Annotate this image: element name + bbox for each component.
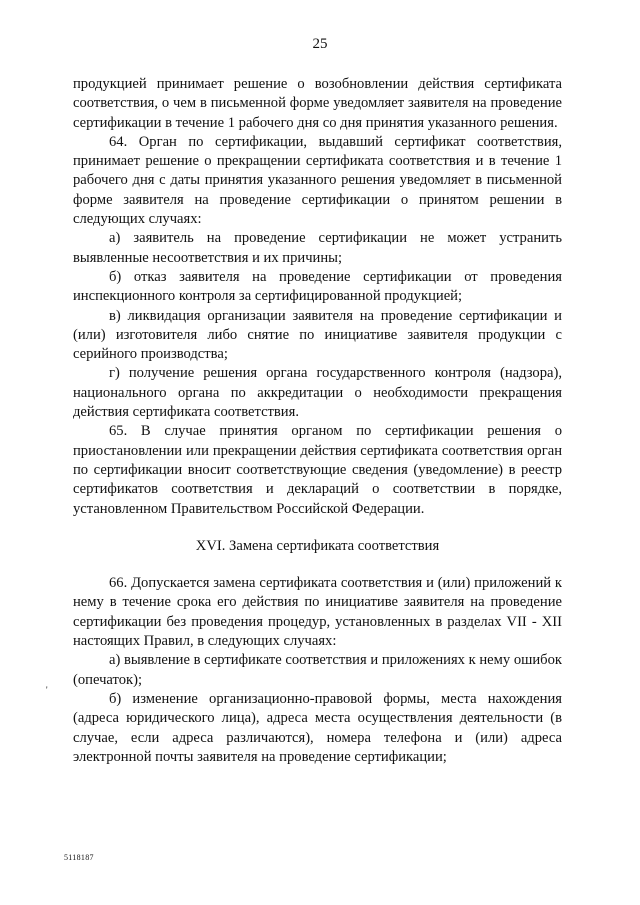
paragraph-65: 65. В случае принятия органом по сертификации решения о приостановлении или прекращении действия сертификата соответствия орган по сертификации вносит соответствующие сведения (уведомление) в реестр сертификатов соответствия и деклараций о соответствии в порядке, установленном Правительством Российской Федерации. — [73, 423, 562, 517]
page-number: 25 — [312, 36, 328, 52]
list-item-b-66: б) изменение организационно-правовой формы, места нахождения (адреса юридического лица), адреса места осуществления деятельности (в случае, если адреса различаются), номера телефона и (или) адреса электронной почты заявителя на проведение сертификации; — [73, 690, 562, 765]
list-item-b: б) отказ заявителя на проведение сертификации от проведения инспекционного контроля за сертифицированной продукцией; — [73, 268, 562, 305]
margin-mark: ' — [46, 685, 48, 695]
document-code: 5118187 — [64, 853, 94, 862]
paragraph-continuation: продукцией принимает решение о возобновлении действия сертификата соответствия, о чем в письменной форме уведомляет заявителя на проведение сертификации в течение 1 рабочего дня со дня принятия указанного решения. — [73, 76, 562, 131]
list-item-v: в) ликвидация организации заявителя на проведение сертификации и (или) изготовителя либо снятие по инициативе заявителя продукции с серийного производства; — [73, 307, 562, 363]
list-item-g: г) получение решения органа государственного контроля (надзора), национального органа по аккредитации о необходимости прекращения действия сертификата соответствия. — [73, 365, 562, 421]
paragraph-64: 64. Орган по сертификации, выдавший сертификат соответствия, принимает решение о прекращении сертификата соответствия и в течение 1 рабочего дня с даты принятия указанного решения уведомляет в письменной форме заявителя на проведение сертификации о принятом решении в следующих случаях: — [73, 133, 562, 228]
paragraph-66: 66. Допускается замена сертификата соответствия и (или) приложений к нему в течение срока его действия по инициативе заявителя на проведение сертификации без проведения процедур, установленных в разделах VII - XII настоящих Правил, в следующих случаях: — [73, 575, 562, 650]
list-item-a: а) заявитель на проведение сертификации не может устранить выявленные несоответствия и их причины; — [73, 230, 562, 266]
document-body — [73, 75, 562, 767]
list-item-a-66: а) выявление в сертификате соответствия и приложениях к нему ошибок (опечаток); — [73, 652, 562, 688]
section-heading: XVI. Замена сертификата соответствия — [195, 537, 440, 554]
